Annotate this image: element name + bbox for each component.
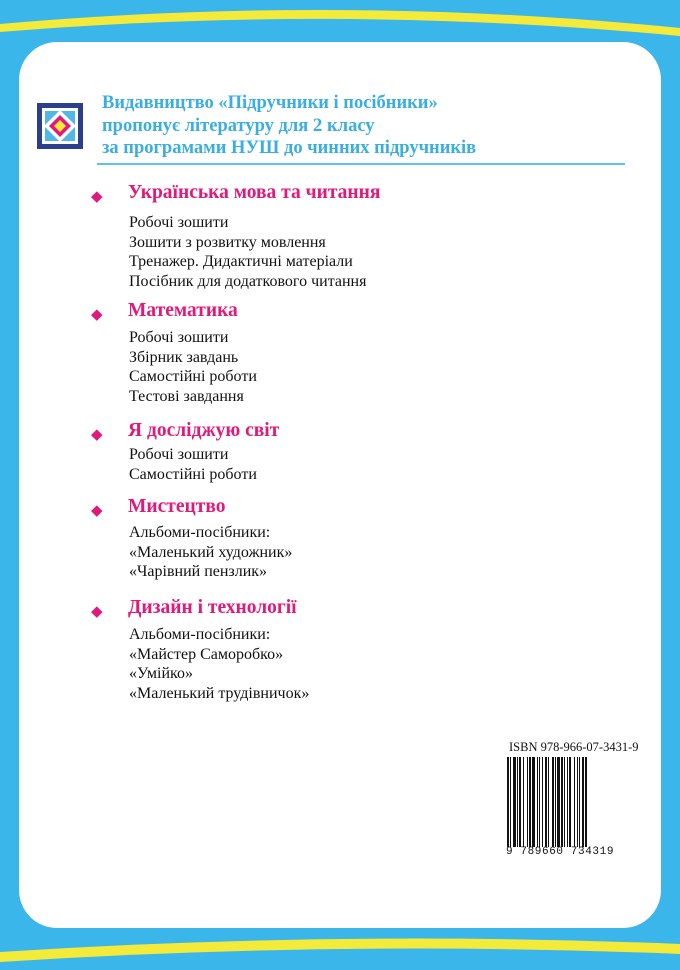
diamond-bullet-icon: ◆: [91, 427, 103, 443]
section-title: Дизайн і технології: [128, 597, 297, 618]
section-title: Українська мова та читання: [128, 182, 381, 203]
section-items: [129, 328, 257, 406]
section-title: Я досліджую світ: [128, 420, 280, 441]
list-item: «Майстер Саморобко»: [129, 645, 284, 663]
header-line-2-suffix: класу: [322, 115, 375, 136]
section-title: Математика: [128, 300, 238, 321]
header-line-1: Видавництво «Підручники і посібники»: [102, 93, 438, 113]
section-items: [129, 213, 366, 291]
header-line-2-text: пропонує літературу для: [102, 115, 313, 136]
list-item: Зошити з розвитку мовлення: [129, 233, 326, 251]
list-item: Посібник для додаткового читання: [129, 272, 367, 290]
list-item: Робочі зошити: [129, 329, 229, 346]
grade-number: 2: [312, 114, 323, 136]
list-item: Збірник завдань: [129, 348, 239, 366]
header-divider: [97, 163, 625, 165]
list-item: Робочі зошити: [129, 214, 229, 231]
section-items: [129, 523, 292, 582]
barcode-digits: 9 789660 734319: [506, 846, 615, 858]
publisher-header: [102, 92, 476, 160]
list-item: «Чарівний пензлик»: [129, 563, 268, 581]
section-items: [129, 625, 309, 703]
diamond-bullet-icon: ◆: [91, 189, 103, 205]
list-item: Самостійні роботи: [129, 368, 257, 386]
list-item: «Маленький трудівничок»: [129, 684, 310, 702]
list-item: Тестові завдання: [129, 387, 244, 405]
header-line-3: за програмами НУШ до чинних підручників: [102, 138, 477, 158]
list-item: «Умійко»: [129, 665, 194, 683]
diamond-bullet-icon: ◆: [91, 503, 103, 519]
list-item: Тренажер. Дидактичні матеріали: [129, 253, 353, 271]
diamond-bullet-icon: ◆: [91, 604, 103, 620]
barcode-icon: [506, 757, 629, 847]
list-item: «Маленький художник»: [129, 543, 293, 561]
list-item: Самостійні роботи: [129, 465, 257, 483]
list-item: Альбоми-посібники:: [129, 524, 271, 541]
section-title: Мистецтво: [128, 496, 226, 517]
header-line-2: [102, 115, 476, 138]
list-item: Альбоми-посібники:: [129, 626, 271, 643]
list-item: Робочі зошити: [129, 446, 229, 463]
diamond-bullet-icon: ◆: [91, 307, 103, 323]
section-items: [129, 445, 257, 484]
isbn-text: ISBN 978-966-07-3431-9: [509, 740, 639, 754]
publisher-logo-icon: [36, 102, 84, 150]
